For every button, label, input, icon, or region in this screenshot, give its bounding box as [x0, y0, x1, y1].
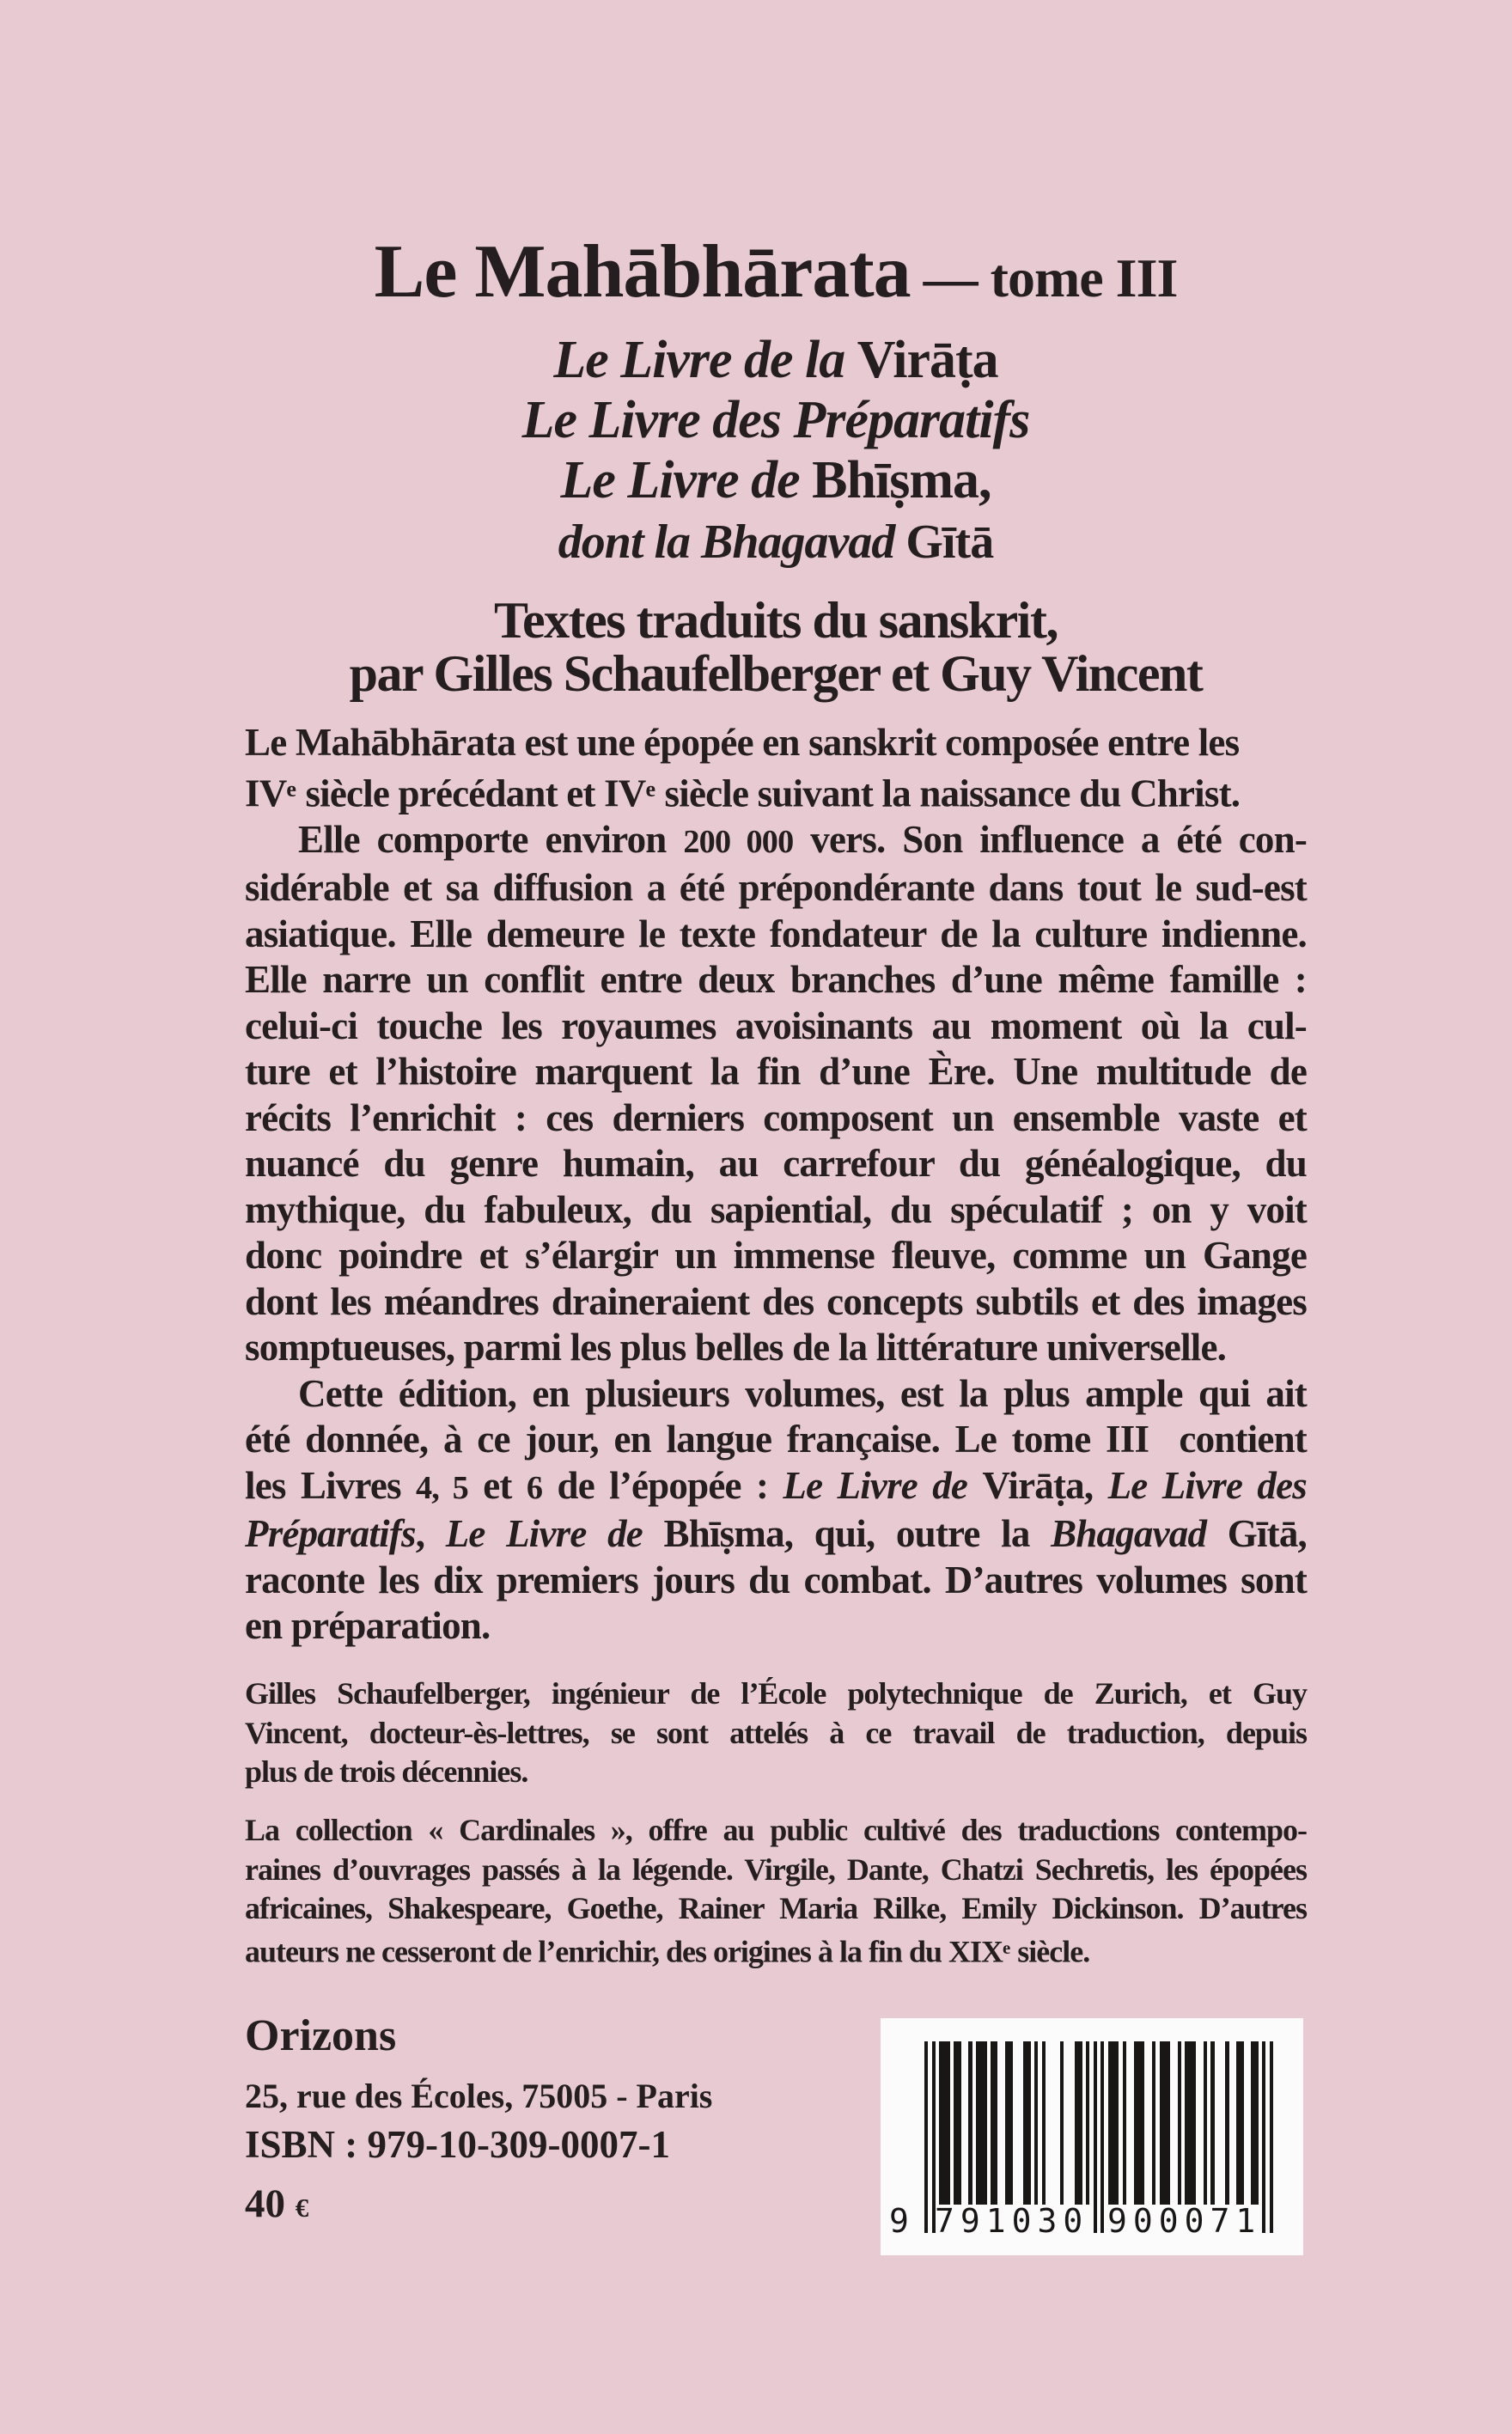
text-line: Elle comporte environ 200 000 vers. Son influence a été con- — [298, 817, 1308, 861]
text-line: été donnée, à ce jour, en langue française. Le tome III contient — [245, 1418, 1307, 1461]
text-line: Gilles Schaufelberger, ingénieur de l’École polytechnique de Zurich, et Guy — [245, 1676, 1307, 1711]
text-line: récits l’enrichit : ces derniers composent un ensemble vaste et — [245, 1095, 1307, 1139]
text-line: africaines, Shakespeare, Goethe, Rainer Maria Rilke, Emily Dickinson. D’autres — [245, 1891, 1307, 1926]
barcode-bar — [947, 2041, 950, 2205]
barcode-right-digits: 900071 — [1107, 2202, 1262, 2240]
subtitle-bhagavad-gita: dont la Bhagavad Gītā — [558, 515, 994, 569]
text-line: ture et l’histoire marquent la fin d’une Ère. Une multitude de — [245, 1050, 1307, 1094]
barcode-bar — [924, 2041, 928, 2233]
text-line: raines d’ouvrages passés à la légende. Virgile, Dante, Chatzi Sechretis, les épopées — [245, 1851, 1307, 1887]
publisher-address: 25, rue des Écoles, 75005 - Paris — [245, 2077, 713, 2115]
barcode-bar — [1060, 2041, 1064, 2205]
barcode-bar — [1262, 2041, 1265, 2233]
barcode-bar — [994, 2041, 997, 2205]
publisher-name: Orizons — [245, 2011, 397, 2060]
euro-sign: € — [295, 2193, 309, 2223]
barcode-bar — [1152, 2041, 1155, 2205]
barcode-bar — [1115, 2041, 1119, 2205]
subtitle-livre-preparatifs: Le Livre des Préparatifs — [521, 391, 1030, 449]
book-title — [245, 230, 1307, 320]
text-line: Préparatifs, Le Livre de Bhīṣma, qui, outre la Bhagavad Gītā, — [245, 1512, 1307, 1556]
back-cover-text — [245, 720, 1307, 1650]
barcode-bar — [983, 2041, 986, 2205]
text-line: raconte les dix premiers jours du combat. D’autres volumes sont — [245, 1558, 1307, 1601]
barcode-bar — [968, 2041, 972, 2205]
text-line: plus de trois décennies. — [245, 1754, 528, 1790]
book-title-main: Le Mahābhārata — [374, 230, 911, 314]
text-line: donc poindre et s’élargir un immense fleuve, comme un Gange — [245, 1234, 1307, 1278]
text-line: sidérable et sa diffusion a été prépondérante dans tout le sud-est — [245, 866, 1307, 910]
text-line: en préparation. — [245, 1604, 491, 1648]
text-line: les Livres 4, 5 et 6 de l’épopée : Le Livre de Virāṭa, Le Livre des — [245, 1463, 1308, 1507]
text-line: Cette édition, en plusieurs volumes, est la plus ample qui ait — [298, 1371, 1307, 1415]
barcode-bar — [957, 2041, 960, 2205]
subtitle-livre-bhisma: Le Livre de Bhīṣma, — [560, 451, 991, 509]
barcode-bar — [1192, 2041, 1196, 2205]
book-title-tome: tome III — [990, 247, 1178, 308]
barcode-bar — [1042, 2041, 1046, 2205]
barcode-bar — [1009, 2041, 1012, 2205]
barcode-bar — [1255, 2041, 1259, 2205]
text-line: celui-ci touche les royaumes avoisinants au moment où la cul- — [245, 1003, 1307, 1047]
barcode-bar — [1123, 2041, 1126, 2205]
price-amount: 40 — [245, 2181, 296, 2226]
barcode-bar — [1078, 2041, 1082, 2205]
barcode-bar — [1167, 2041, 1170, 2205]
text-line: mythique, du fabuleux, du sapiential, du spéculatif ; on y voit — [245, 1187, 1307, 1231]
text-line: dont les méandres draineraient des concepts subtils et des images — [245, 1279, 1307, 1323]
barcode-bar — [1178, 2041, 1181, 2205]
barcode-left-digits: 791030 — [935, 2202, 1089, 2240]
barcode-bar — [1204, 2041, 1207, 2205]
text-line: nuancé du genre humain, au carrefour du généalogique, du — [245, 1142, 1307, 1186]
ean13-barcode — [881, 2018, 1303, 2255]
text-line: somptueuses, parmi les plus belles de la littérature universelle. — [245, 1326, 1227, 1370]
barcode-bar — [1141, 2041, 1144, 2205]
barcode-bar — [1027, 2041, 1031, 2205]
subtitle-livre-virata: Le Livre de la Virāṭa — [553, 331, 998, 389]
barcode-bar — [1094, 2041, 1097, 2233]
isbn-line: ISBN : 979-10-309-0007-1 — [245, 2123, 670, 2166]
barcode-lead-digit: 9 — [889, 2202, 909, 2240]
text-line: La collection « Cardinales », offre au public cultivé des traductions contempo- — [245, 1813, 1307, 1847]
translation-note: Textes traduits du sanskrit, — [494, 592, 1058, 649]
title-dash: — — [910, 247, 991, 308]
barcode-bar — [1100, 2041, 1104, 2233]
barcode-bar — [1241, 2041, 1244, 2205]
text-line: Vincent, docteur-ès-lettres, se sont attelés à ce travail de traduction, depuis — [245, 1715, 1307, 1750]
text-line: IVe siècle précédant et IVe siècle suivant la naissance du Christ. — [245, 772, 1241, 815]
barcode-bar — [1034, 2041, 1038, 2205]
text-line: asiatique. Elle demeure le texte fondateur de la culture indienne. — [245, 912, 1307, 955]
barcode-bar — [1086, 2041, 1089, 2205]
barcode-bar — [1210, 2041, 1214, 2205]
barcode-bar — [1225, 2041, 1228, 2205]
translators-byline: par Gilles Schaufelberger et Guy Vincent — [349, 645, 1203, 702]
text-line: auteurs ne cesseront de l’enrichir, des origines à la fin du XIXe siècle. — [245, 1934, 1090, 1969]
translators-bio — [245, 1675, 1307, 1792]
barcode-bar — [1270, 2041, 1273, 2233]
text-line: Elle narre un conflit entre deux branches d’une même famille : — [245, 958, 1307, 1002]
text-line: Le Mahābhārata est une épopée en sanskrit composée entre les — [245, 721, 1240, 764]
collection-note — [245, 1811, 1307, 1972]
